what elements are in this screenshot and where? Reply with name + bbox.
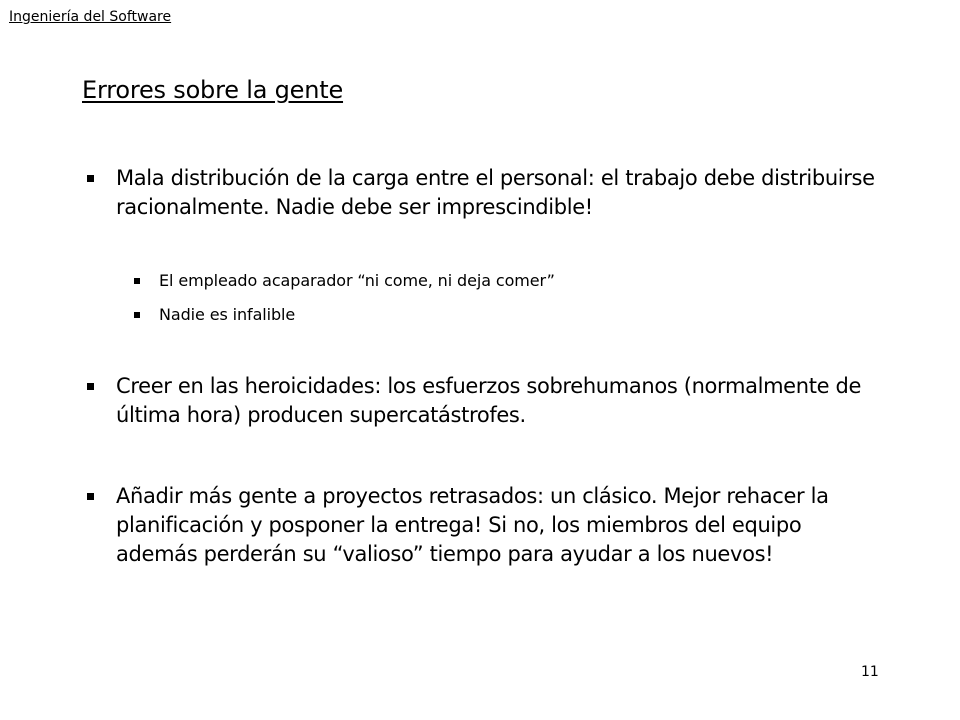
slide-title: Errores sobre la gente xyxy=(82,76,344,104)
sub-bullet-item xyxy=(134,304,874,326)
bullet-text: Añadir más gente a proyectos retrasados: un clásico. Mejor rehacer la planificación y posponer la entrega! Si no, los miembros del equipo además perderán su “valioso” tiempo para ayudar a los nuevos! xyxy=(116,484,829,566)
sub-bullet-text: Nadie es infalible xyxy=(159,305,296,324)
square-bullet-icon xyxy=(134,312,140,318)
square-bullet-icon xyxy=(87,175,94,182)
page-number: 11 xyxy=(861,664,879,680)
square-bullet-icon xyxy=(87,383,94,390)
bullet-text: Creer en las heroicidades: los esfuerzos sobrehumanos (normalmente de última hora) producen supercatástrofes. xyxy=(116,374,862,427)
sub-bullet-text: El empleado acaparador “ni come, ni deja comer” xyxy=(159,271,555,290)
bullet-item xyxy=(87,482,887,569)
square-bullet-icon xyxy=(87,493,94,500)
bullet-item xyxy=(87,164,887,222)
course-title-link[interactable]: Ingeniería del Software xyxy=(9,9,172,25)
bullet-item xyxy=(87,372,887,430)
sub-bullet-item xyxy=(134,270,874,292)
square-bullet-icon xyxy=(134,278,140,284)
bullet-text: Mala distribución de la carga entre el personal: el trabajo debe distribuirse racionalmente. Nadie debe ser imprescindible! xyxy=(116,166,875,219)
